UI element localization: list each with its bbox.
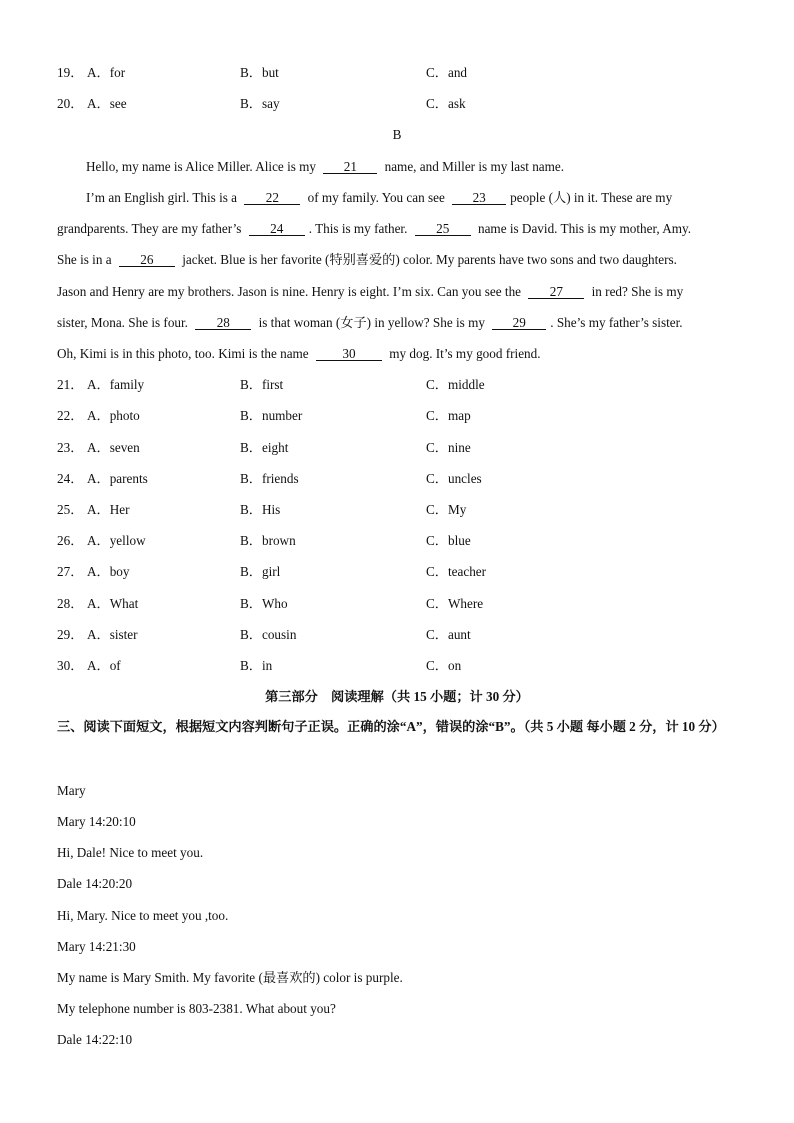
option-b: B．His (240, 502, 281, 517)
passage-line-4 (57, 253, 737, 267)
blank-25: 25 (415, 222, 471, 236)
option-a: A．What (87, 596, 139, 611)
option-c: C．middle (426, 377, 485, 392)
passage-text: She is in a (57, 252, 112, 267)
option-row-20 (0, 97, 794, 117)
chat-sender-time: Mary 14:21:30 (57, 939, 136, 954)
passage-text: Oh, Kimi is in this photo, too. Kimi is the name (57, 346, 309, 361)
option-c: C．on (426, 658, 462, 673)
option-row-30 (0, 659, 794, 679)
option-c: C．aunt (426, 627, 471, 642)
option-b: B．number (240, 408, 303, 423)
chat-sender-time: Dale 14:22:10 (57, 1032, 133, 1047)
option-c: C．map (426, 408, 471, 423)
passage-text: my dog. It’s my good friend. (389, 346, 541, 361)
chat-message: Hi, Mary. Nice to meet you ,too. (57, 908, 229, 923)
chat-message: Hi, Dale! Nice to meet you. (57, 845, 204, 860)
option-b: B．cousin (240, 627, 297, 642)
option-b: B．friends (240, 471, 299, 486)
blank-24: 24 (249, 222, 305, 236)
option-c: C．nine (426, 440, 471, 455)
chat-sender-time: Mary 14:20:10 (57, 814, 136, 829)
passage-text: Hello, my name is Alice Miller. Alice is my (86, 159, 317, 174)
option-a: A．Her (87, 502, 130, 517)
option-a: A．of (87, 658, 121, 673)
passage-line-6 (57, 316, 737, 330)
option-row-27 (0, 565, 794, 585)
question-number: 20． (57, 96, 84, 111)
passage-line-5 (57, 285, 737, 299)
option-row-23 (0, 441, 794, 461)
question-number: 26． (57, 533, 84, 548)
section-b-label: B (392, 127, 402, 142)
option-b: B．eight (240, 440, 289, 455)
chat-sender-time: Dale 14:20:20 (57, 876, 133, 891)
passage-text: Jason and Henry are my brothers. Jason is nine. Henry is eight. I’m six. Can you see the (57, 284, 522, 299)
option-row-19 (0, 66, 794, 86)
passage-text: . She’s my father’s sister. (550, 315, 683, 330)
option-a: A．photo (87, 408, 140, 423)
chat-header: Mary (57, 783, 86, 798)
option-c: C．and (426, 65, 468, 80)
option-a: A．seven (87, 440, 140, 455)
blank-27: 27 (528, 285, 584, 299)
passage-text: sister, Mona. She is four. (57, 315, 188, 330)
question-number: 25． (57, 502, 84, 517)
question-number: 29． (57, 627, 84, 642)
blank-30: 30 (316, 347, 382, 361)
instruction-text: 三、阅读下面短文，根据短文内容判断句子正误。正确的涂“A”，错误的涂“B”。（共 5 小题 每小题 2 分，计 10 分） (57, 719, 725, 734)
option-row-21 (0, 378, 794, 398)
question-number: 28． (57, 596, 84, 611)
option-a: A．parents (87, 471, 148, 486)
option-row-26 (0, 534, 794, 554)
option-a: A．for (87, 65, 126, 80)
option-a: A．see (87, 96, 127, 111)
question-number: 22． (57, 408, 84, 423)
passage-line-3 (57, 222, 737, 236)
passage-text: of my family. You can see (307, 190, 445, 205)
option-a: A．yellow (87, 533, 146, 548)
passage-text: name is David. This is my mother, Amy. (477, 221, 692, 236)
option-row-28 (0, 597, 794, 617)
option-b: B．first (240, 377, 284, 392)
option-a: A．family (87, 377, 145, 392)
option-c: C．blue (426, 533, 471, 548)
passage-line-2 (86, 191, 766, 205)
passage-text: people (人) in it. These are my (510, 190, 673, 205)
passage-text: I’m an English girl. This is a (86, 190, 238, 205)
option-c: C．ask (426, 96, 466, 111)
chat-message: My telephone number is 803-2381. What about you? (57, 1001, 336, 1016)
option-b: B．in (240, 658, 273, 673)
passage-text: name, and Miller is my last name. (384, 159, 565, 174)
blank-28: 28 (195, 316, 251, 330)
option-b: B．brown (240, 533, 296, 548)
option-row-24 (0, 472, 794, 492)
blank-29: 29 (492, 316, 546, 330)
blank-21: 21 (323, 160, 377, 174)
passage-text: grandparents. They are my father’s (57, 221, 242, 236)
option-row-29 (0, 628, 794, 648)
question-number: 30． (57, 658, 84, 673)
passage-line-7 (57, 347, 737, 361)
option-a: A．sister (87, 627, 138, 642)
option-b: B．girl (240, 564, 281, 579)
passage-text: . This is my father. (308, 221, 408, 236)
option-row-22 (0, 409, 794, 429)
option-b: B．say (240, 96, 280, 111)
question-number: 27． (57, 564, 84, 579)
option-c: C．teacher (426, 564, 487, 579)
option-c: C．uncles (426, 471, 482, 486)
blank-26: 26 (119, 253, 175, 267)
question-number: 21． (57, 377, 84, 392)
option-c: C．My (426, 502, 467, 517)
option-row-25 (0, 503, 794, 523)
chat-message: My name is Mary Smith. My favorite (最喜欢的) color is purple. (57, 970, 403, 985)
option-a: A．boy (87, 564, 130, 579)
question-number: 23． (57, 440, 84, 455)
passage-text: is that woman (女子) in yellow? She is my (258, 315, 485, 330)
blank-22: 22 (244, 191, 300, 205)
passage-line-1 (86, 160, 766, 174)
option-b: B．Who (240, 596, 288, 611)
question-number: 19． (57, 65, 84, 80)
option-c: C．Where (426, 596, 484, 611)
passage-text: jacket. Blue is her favorite (特别喜爱的) color. My parents have two sons and two daughters. (182, 252, 677, 267)
option-b: B．but (240, 65, 279, 80)
question-number: 24． (57, 471, 84, 486)
part3-title: 第三部分 阅读理解（共 15 小题；计 30 分） (265, 689, 529, 704)
blank-23: 23 (452, 191, 506, 205)
passage-text: in red? She is my (591, 284, 684, 299)
